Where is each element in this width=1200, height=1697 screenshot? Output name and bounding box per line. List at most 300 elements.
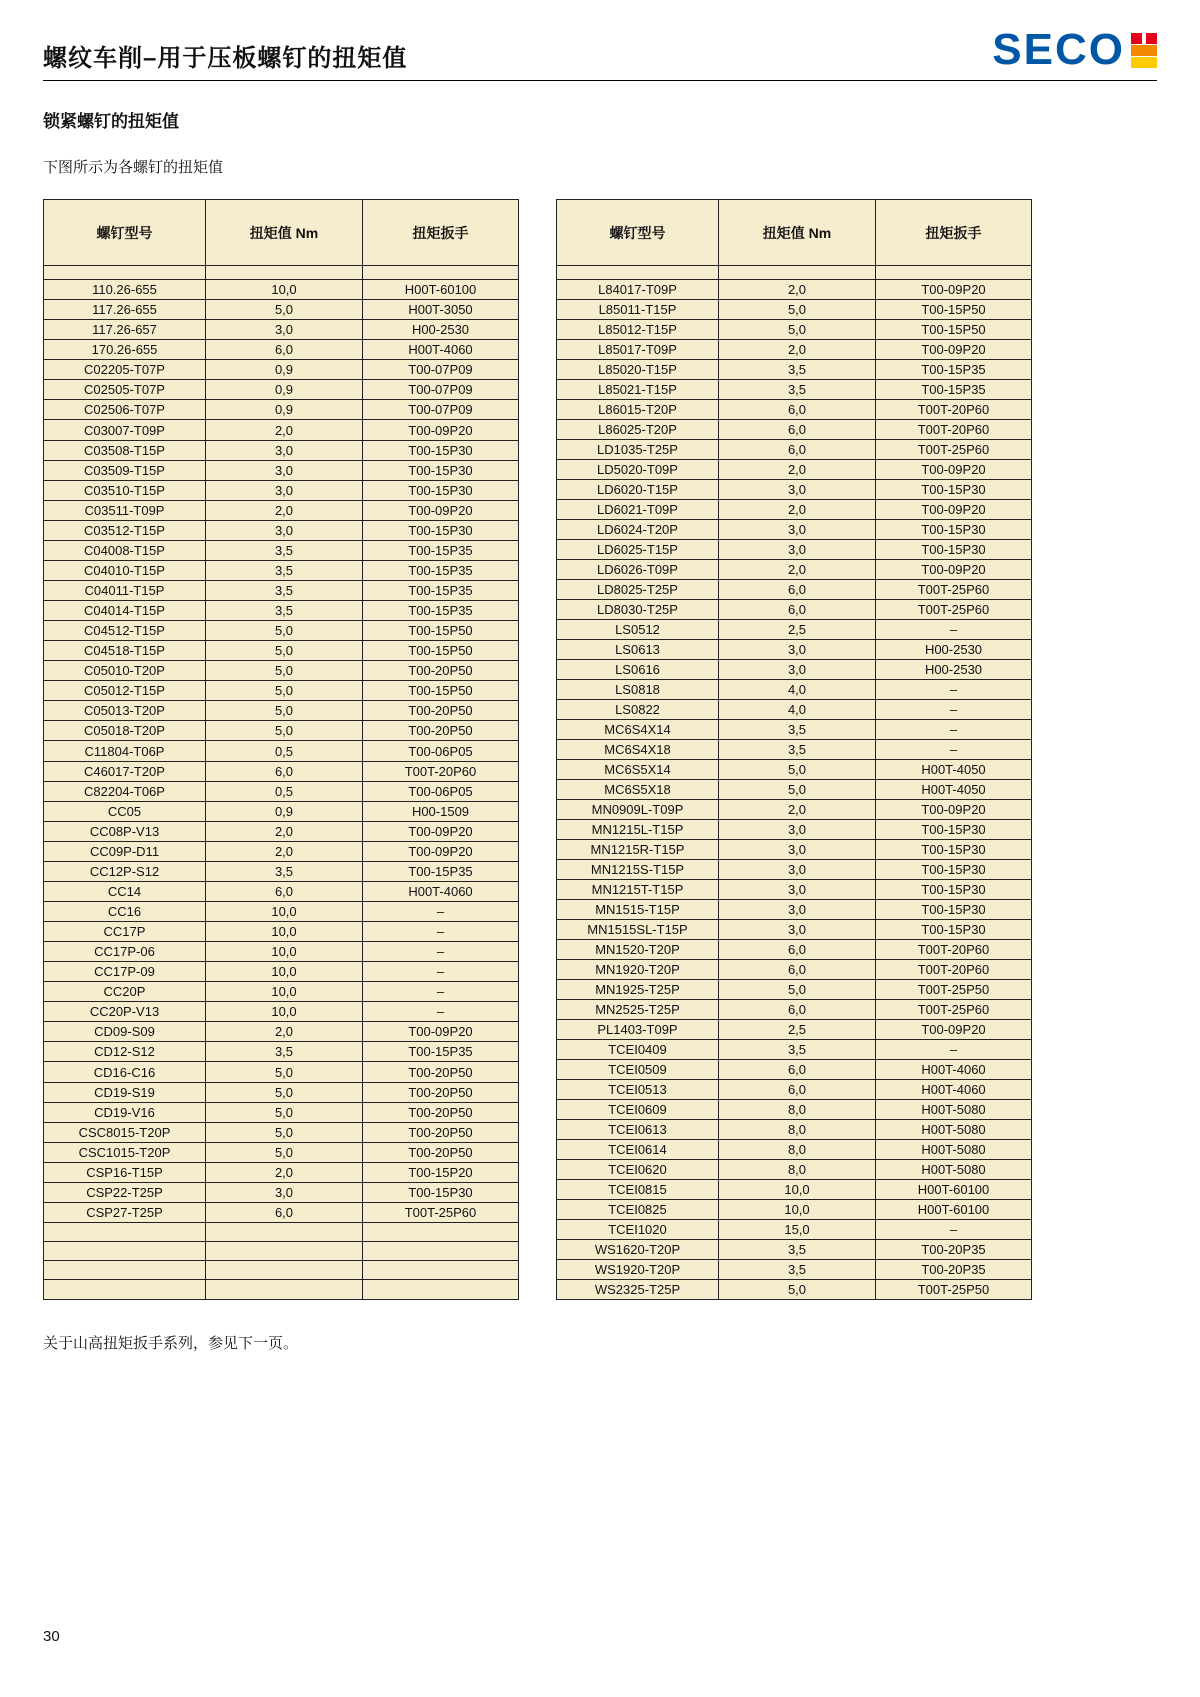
- cell-torque-wrench: T00-09P20: [876, 1020, 1032, 1040]
- cell-torque-wrench: T00-20P50: [363, 701, 519, 721]
- table-row: [44, 280, 519, 300]
- cell-screw-model: LS0512: [557, 620, 719, 640]
- table-row: [44, 861, 519, 881]
- table-row: [44, 420, 519, 440]
- cell-torque-wrench: T00-15P30: [876, 820, 1032, 840]
- cell-screw-model: LS0613: [557, 640, 719, 660]
- cell-torque-value: 3,0: [719, 520, 876, 540]
- cell-torque-wrench: T00-20P50: [363, 1102, 519, 1122]
- cell-torque-value: 2,0: [206, 821, 363, 841]
- cell-torque-value: 5,0: [206, 701, 363, 721]
- cell-torque-value: 3,0: [719, 900, 876, 920]
- cell-screw-model: C03509-T15P: [44, 460, 206, 480]
- table-row: [44, 380, 519, 400]
- cell-torque-value: 2,5: [719, 1020, 876, 1040]
- table-row: [44, 901, 519, 921]
- torque-table-right: [556, 199, 1032, 1300]
- table-row: [44, 500, 519, 520]
- cell-screw-model: PL1403-T09P: [557, 1020, 719, 1040]
- table-row: [44, 701, 519, 721]
- cell-torque-wrench: T00-15P30: [876, 900, 1032, 920]
- cell-screw-model: C05012-T15P: [44, 681, 206, 701]
- table-row: [44, 821, 519, 841]
- cell-screw-model: CSP27-T25P: [44, 1202, 206, 1222]
- cell-screw-model: C46017-T20P: [44, 761, 206, 781]
- cell-torque-value: 2,0: [719, 560, 876, 580]
- cell-torque-wrench: T00T-20P60: [876, 940, 1032, 960]
- table-row: [557, 620, 1032, 640]
- cell-torque-value: 2,0: [206, 1022, 363, 1042]
- cell-torque-value: 10,0: [206, 922, 363, 942]
- cell-torque-value: 3,0: [719, 660, 876, 680]
- cell-torque-wrench: –: [876, 1220, 1032, 1240]
- cell-torque-wrench: H00-2530: [876, 660, 1032, 680]
- cell-screw-model: CC09P-D11: [44, 841, 206, 861]
- cell-screw-model: MN1215L-T15P: [557, 820, 719, 840]
- cell-screw-model: LD5020-T09P: [557, 460, 719, 480]
- cell-torque-wrench: T00-09P20: [363, 841, 519, 861]
- cell-screw-model: CC17P-09: [44, 962, 206, 982]
- cell-torque-value: 6,0: [719, 940, 876, 960]
- cell-torque-value: 10,0: [206, 901, 363, 921]
- table-row: [557, 560, 1032, 580]
- cell-torque-value: 3,5: [206, 601, 363, 621]
- table-row: [557, 920, 1032, 940]
- table-row: [44, 1142, 519, 1162]
- cell-torque-wrench: H00T-4060: [876, 1060, 1032, 1080]
- cell-screw-model: CC12P-S12: [44, 861, 206, 881]
- cell-screw-model: MN1515SL-T15P: [557, 920, 719, 940]
- cell-torque-value: 0,5: [206, 741, 363, 761]
- cell-torque-wrench: –: [876, 1040, 1032, 1060]
- table-row: [44, 1122, 519, 1142]
- cell-torque-value: 2,0: [719, 340, 876, 360]
- cell-torque-wrench: H00-2530: [363, 320, 519, 340]
- cell-screw-model: CC20P-V13: [44, 1002, 206, 1022]
- cell-torque-value: 3,5: [719, 360, 876, 380]
- cell-torque-value: 0,5: [206, 781, 363, 801]
- cell-torque-wrench: T00T-25P60: [363, 1202, 519, 1222]
- seco-logo-mark-icon: [1131, 30, 1157, 69]
- table-header-row: [557, 200, 1032, 266]
- cell-torque-value: 6,0: [719, 1080, 876, 1100]
- cell-torque-value: 5,0: [206, 641, 363, 661]
- table-row: [44, 962, 519, 982]
- cell-torque-value: 2,0: [719, 460, 876, 480]
- cell-torque-value: 10,0: [206, 1002, 363, 1022]
- page-number: 30: [43, 1628, 60, 1645]
- table-row: [44, 1042, 519, 1062]
- column-header: 螺钉型号: [557, 200, 719, 266]
- column-header: 扭矩扳手: [363, 200, 519, 266]
- cell-torque-value: 2,0: [719, 800, 876, 820]
- cell-screw-model: L85020-T15P: [557, 360, 719, 380]
- cell-screw-model: MN1215S-T15P: [557, 860, 719, 880]
- cell-torque-wrench: H00T-60100: [876, 1180, 1032, 1200]
- cell-screw-model: CC17P-06: [44, 942, 206, 962]
- table-row: [557, 860, 1032, 880]
- table-row: [557, 1140, 1032, 1160]
- cell-torque-value: 6,0: [719, 960, 876, 980]
- table-row: [557, 360, 1032, 380]
- cell-torque-wrench: T00-15P50: [363, 621, 519, 641]
- table-row: [557, 440, 1032, 460]
- cell-torque-value: 2,0: [206, 420, 363, 440]
- cell-torque-value: 3,0: [719, 540, 876, 560]
- cell-torque-wrench: H00T-60100: [876, 1200, 1032, 1220]
- spacer-cell: [44, 266, 206, 280]
- cell-torque-wrench: H00T-3050: [363, 300, 519, 320]
- table-row: [44, 320, 519, 340]
- cell-torque-wrench: H00T-4060: [876, 1080, 1032, 1100]
- cell-screw-model: LS0616: [557, 660, 719, 680]
- cell-screw-model: CD19-V16: [44, 1102, 206, 1122]
- cell-screw-model: LD8030-T25P: [557, 600, 719, 620]
- cell-torque-value: [206, 1280, 363, 1300]
- cell-torque-wrench: [363, 1222, 519, 1241]
- cell-torque-wrench: T00T-25P60: [876, 1000, 1032, 1020]
- cell-torque-wrench: T00-15P35: [876, 360, 1032, 380]
- table-row: [44, 781, 519, 801]
- cell-torque-wrench: T00T-25P60: [876, 580, 1032, 600]
- cell-torque-value: 5,0: [719, 300, 876, 320]
- logo-stripe-orange: [1131, 45, 1157, 56]
- column-header: 螺钉型号: [44, 200, 206, 266]
- cell-torque-value: 10,0: [719, 1180, 876, 1200]
- cell-screw-model: L85021-T15P: [557, 380, 719, 400]
- cell-torque-value: [206, 1242, 363, 1261]
- cell-torque-wrench: T00-20P50: [363, 1082, 519, 1102]
- cell-torque-wrench: H00T-4050: [876, 780, 1032, 800]
- table-row: [44, 1102, 519, 1122]
- table-row: [44, 721, 519, 741]
- cell-torque-wrench: T00-15P50: [876, 320, 1032, 340]
- cell-torque-value: 6,0: [719, 400, 876, 420]
- cell-torque-wrench: –: [363, 922, 519, 942]
- cell-screw-model: C04518-T15P: [44, 641, 206, 661]
- cell-torque-value: 3,5: [206, 861, 363, 881]
- cell-screw-model: CD12-S12: [44, 1042, 206, 1062]
- seco-logo-text: SECO: [992, 25, 1125, 74]
- cell-screw-model: TCEI0509: [557, 1060, 719, 1080]
- cell-torque-value: 3,5: [719, 1260, 876, 1280]
- cell-torque-wrench: T00-09P20: [363, 500, 519, 520]
- footer-note: 关于山高扭矩扳手系列，参见下一页。: [43, 1335, 299, 1352]
- cell-screw-model: LD6026-T09P: [557, 560, 719, 580]
- spacer-row: [557, 266, 1032, 280]
- cell-torque-wrench: T00-15P35: [363, 601, 519, 621]
- cell-screw-model: TCEI0609: [557, 1100, 719, 1120]
- cell-torque-wrench: T00-20P35: [876, 1260, 1032, 1280]
- table-row: [44, 801, 519, 821]
- cell-screw-model: TCEI0613: [557, 1120, 719, 1140]
- table-row: [44, 360, 519, 380]
- cell-screw-model: CD09-S09: [44, 1022, 206, 1042]
- table-row: [44, 841, 519, 861]
- cell-torque-wrench: T00-09P20: [363, 821, 519, 841]
- cell-screw-model: C03512-T15P: [44, 520, 206, 540]
- cell-torque-value: 3,0: [719, 820, 876, 840]
- cell-screw-model: [44, 1280, 206, 1300]
- cell-torque-value: 0,9: [206, 360, 363, 380]
- table-row: [557, 380, 1032, 400]
- cell-screw-model: CSP16-T15P: [44, 1162, 206, 1182]
- cell-torque-value: 10,0: [206, 942, 363, 962]
- cell-torque-wrench: T00-20P50: [363, 1142, 519, 1162]
- cell-torque-wrench: T00-15P50: [363, 641, 519, 661]
- cell-torque-wrench: T00-07P09: [363, 360, 519, 380]
- table-row: [44, 661, 519, 681]
- cell-torque-wrench: –: [876, 740, 1032, 760]
- cell-torque-wrench: H00-1509: [363, 801, 519, 821]
- cell-torque-value: 5,0: [719, 320, 876, 340]
- cell-torque-wrench: T00T-25P50: [876, 1280, 1032, 1300]
- table-row: [44, 300, 519, 320]
- cell-torque-wrench: H00T-5080: [876, 1160, 1032, 1180]
- cell-screw-model: MN1515-T15P: [557, 900, 719, 920]
- cell-torque-wrench: T00-15P30: [363, 1182, 519, 1202]
- cell-torque-value: 5,0: [206, 621, 363, 641]
- cell-torque-wrench: T00-09P20: [876, 560, 1032, 580]
- cell-torque-value: 3,0: [206, 460, 363, 480]
- table-row: [557, 1060, 1032, 1080]
- cell-screw-model: C82204-T06P: [44, 781, 206, 801]
- table-row: [44, 1222, 519, 1241]
- table-row: [557, 1260, 1032, 1280]
- cell-screw-model: LD8025-T25P: [557, 580, 719, 600]
- table-row: [44, 942, 519, 962]
- cell-torque-wrench: T00-06P05: [363, 741, 519, 761]
- cell-screw-model: C03511-T09P: [44, 500, 206, 520]
- page-title: 螺纹车削–用于压板螺钉的扭矩值: [43, 45, 408, 72]
- table-header-row: [44, 200, 519, 266]
- cell-torque-value: 3,0: [206, 520, 363, 540]
- table-row: [557, 320, 1032, 340]
- cell-torque-value: 6,0: [719, 1060, 876, 1080]
- cell-screw-model: TCEI0513: [557, 1080, 719, 1100]
- cell-screw-model: 117.26-655: [44, 300, 206, 320]
- cell-torque-wrench: –: [363, 982, 519, 1002]
- table-row: [44, 1182, 519, 1202]
- cell-torque-value: 8,0: [719, 1140, 876, 1160]
- table-row: [44, 1261, 519, 1280]
- cell-screw-model: C02505-T07P: [44, 380, 206, 400]
- table-row: [557, 680, 1032, 700]
- cell-torque-value: 5,0: [206, 681, 363, 701]
- table-row: [44, 340, 519, 360]
- table-row: [557, 340, 1032, 360]
- cell-torque-value: 3,5: [719, 1240, 876, 1260]
- cell-torque-value: 3,0: [719, 480, 876, 500]
- seco-logo: [992, 25, 1157, 74]
- cell-torque-wrench: T00-15P35: [363, 540, 519, 560]
- cell-screw-model: [44, 1261, 206, 1280]
- table-row: [44, 440, 519, 460]
- cell-screw-model: TCEI1020: [557, 1220, 719, 1240]
- cell-screw-model: WS1620-T20P: [557, 1240, 719, 1260]
- cell-torque-wrench: T00-15P30: [363, 520, 519, 540]
- cell-torque-value: 3,5: [719, 1040, 876, 1060]
- cell-torque-value: 2,0: [206, 500, 363, 520]
- cell-torque-wrench: T00-15P35: [363, 580, 519, 600]
- cell-screw-model: C05013-T20P: [44, 701, 206, 721]
- cell-torque-wrench: –: [876, 680, 1032, 700]
- table-row: [557, 1120, 1032, 1140]
- cell-screw-model: MN0909L-T09P: [557, 800, 719, 820]
- cell-torque-wrench: H00-2530: [876, 640, 1032, 660]
- cell-torque-value: 5,0: [206, 300, 363, 320]
- cell-screw-model: MC6S5X18: [557, 780, 719, 800]
- table-row: [557, 980, 1032, 1000]
- table-row: [557, 1000, 1032, 1020]
- table-row: [44, 761, 519, 781]
- column-header: 扭矩值 Nm: [206, 200, 363, 266]
- cell-torque-wrench: T00-20P50: [363, 661, 519, 681]
- cell-torque-wrench: H00T-5080: [876, 1140, 1032, 1160]
- cell-torque-value: 2,0: [206, 841, 363, 861]
- cell-screw-model: CC05: [44, 801, 206, 821]
- cell-torque-value: 10,0: [206, 962, 363, 982]
- cell-screw-model: CSC8015-T20P: [44, 1122, 206, 1142]
- cell-torque-value: 4,0: [719, 700, 876, 720]
- cell-screw-model: WS1920-T20P: [557, 1260, 719, 1280]
- cell-torque-wrench: T00-06P05: [363, 781, 519, 801]
- cell-torque-value: 3,0: [719, 920, 876, 940]
- table-row: [557, 820, 1032, 840]
- cell-torque-value: 6,0: [206, 1202, 363, 1222]
- cell-torque-wrench: T00-15P50: [363, 681, 519, 701]
- table-row: [557, 740, 1032, 760]
- cell-torque-wrench: T00-20P35: [876, 1240, 1032, 1260]
- cell-torque-wrench: –: [363, 962, 519, 982]
- table-row: [557, 840, 1032, 860]
- cell-screw-model: LD6025-T15P: [557, 540, 719, 560]
- cell-torque-wrench: T00T-20P60: [363, 761, 519, 781]
- cell-screw-model: C04014-T15P: [44, 601, 206, 621]
- intro-text: 下图所示为各螺钉的扭矩值: [43, 159, 224, 176]
- cell-screw-model: CSP22-T25P: [44, 1182, 206, 1202]
- cell-torque-value: 2,5: [719, 620, 876, 640]
- table-row: [557, 1240, 1032, 1260]
- cell-torque-wrench: T00-15P30: [876, 860, 1032, 880]
- cell-torque-wrench: T00-09P20: [876, 340, 1032, 360]
- cell-torque-value: 3,0: [206, 320, 363, 340]
- cell-torque-value: 6,0: [719, 580, 876, 600]
- spacer-cell: [557, 266, 719, 280]
- cell-screw-model: TCEI0815: [557, 1180, 719, 1200]
- spacer-cell: [719, 266, 876, 280]
- table-row: [557, 1200, 1032, 1220]
- cell-screw-model: CD16-C16: [44, 1062, 206, 1082]
- cell-torque-value: 2,0: [719, 500, 876, 520]
- table-row: [557, 940, 1032, 960]
- spacer-row: [44, 266, 519, 280]
- cell-torque-value: 10,0: [206, 982, 363, 1002]
- table-row: [44, 621, 519, 641]
- table-row: [44, 1002, 519, 1022]
- table-row: [557, 800, 1032, 820]
- cell-torque-wrench: T00-20P50: [363, 1122, 519, 1142]
- cell-torque-value: 2,0: [206, 1162, 363, 1182]
- cell-screw-model: MN1920-T20P: [557, 960, 719, 980]
- cell-screw-model: L85017-T09P: [557, 340, 719, 360]
- cell-torque-value: 3,0: [206, 1182, 363, 1202]
- table-row: [44, 540, 519, 560]
- cell-screw-model: L86015-T20P: [557, 400, 719, 420]
- table-row: [557, 640, 1032, 660]
- table-row: [44, 1162, 519, 1182]
- cell-torque-value: 3,0: [719, 640, 876, 660]
- cell-screw-model: C05018-T20P: [44, 721, 206, 741]
- table-row: [44, 1242, 519, 1261]
- cell-torque-wrench: T00-15P30: [876, 880, 1032, 900]
- cell-torque-value: 10,0: [206, 280, 363, 300]
- cell-torque-wrench: T00-09P20: [363, 1022, 519, 1042]
- table-row: [44, 580, 519, 600]
- torque-tables: [43, 199, 1157, 1300]
- cell-screw-model: LD6024-T20P: [557, 520, 719, 540]
- section-heading: 锁紧螺钉的扭矩值: [43, 112, 179, 131]
- cell-screw-model: C11804-T06P: [44, 741, 206, 761]
- table-row: [557, 1160, 1032, 1180]
- cell-torque-value: 2,0: [719, 280, 876, 300]
- cell-torque-value: 8,0: [719, 1160, 876, 1180]
- cell-screw-model: CC17P: [44, 922, 206, 942]
- table-row: [44, 681, 519, 701]
- cell-screw-model: L86025-T20P: [557, 420, 719, 440]
- cell-screw-model: C04011-T15P: [44, 580, 206, 600]
- cell-torque-value: 3,5: [719, 380, 876, 400]
- cell-torque-wrench: T00-15P35: [363, 1042, 519, 1062]
- cell-screw-model: L85011-T15P: [557, 300, 719, 320]
- cell-torque-value: 3,5: [206, 580, 363, 600]
- cell-screw-model: C03007-T09P: [44, 420, 206, 440]
- cell-torque-wrench: T00-09P20: [876, 460, 1032, 480]
- cell-torque-wrench: T00-15P30: [363, 460, 519, 480]
- cell-torque-wrench: T00T-25P60: [876, 600, 1032, 620]
- cell-screw-model: C02205-T07P: [44, 360, 206, 380]
- cell-screw-model: MC6S4X18: [557, 740, 719, 760]
- cell-torque-wrench: H00T-60100: [363, 280, 519, 300]
- cell-screw-model: MN1925-T25P: [557, 980, 719, 1000]
- table-row: [557, 720, 1032, 740]
- logo-stripe-red: [1131, 33, 1157, 44]
- cell-torque-value: 6,0: [206, 340, 363, 360]
- cell-screw-model: CC14: [44, 881, 206, 901]
- table-row: [44, 520, 519, 540]
- cell-torque-wrench: T00-15P30: [876, 520, 1032, 540]
- cell-torque-wrench: T00T-20P60: [876, 420, 1032, 440]
- cell-torque-value: 5,0: [719, 980, 876, 1000]
- cell-screw-model: LS0822: [557, 700, 719, 720]
- cell-torque-value: 5,0: [206, 1082, 363, 1102]
- column-header: 扭矩扳手: [876, 200, 1032, 266]
- cell-torque-wrench: T00-09P20: [876, 500, 1032, 520]
- cell-torque-wrench: T00-15P35: [363, 560, 519, 580]
- cell-screw-model: C02506-T07P: [44, 400, 206, 420]
- cell-screw-model: MC6S5X14: [557, 760, 719, 780]
- table-row: [44, 601, 519, 621]
- cell-torque-wrench: [363, 1261, 519, 1280]
- table-row: [557, 540, 1032, 560]
- table-row: [557, 280, 1032, 300]
- cell-torque-value: 3,0: [719, 880, 876, 900]
- cell-screw-model: 117.26-657: [44, 320, 206, 340]
- cell-screw-model: LS0818: [557, 680, 719, 700]
- table-row: [44, 641, 519, 661]
- table-row: [44, 1022, 519, 1042]
- cell-screw-model: LD1035-T25P: [557, 440, 719, 460]
